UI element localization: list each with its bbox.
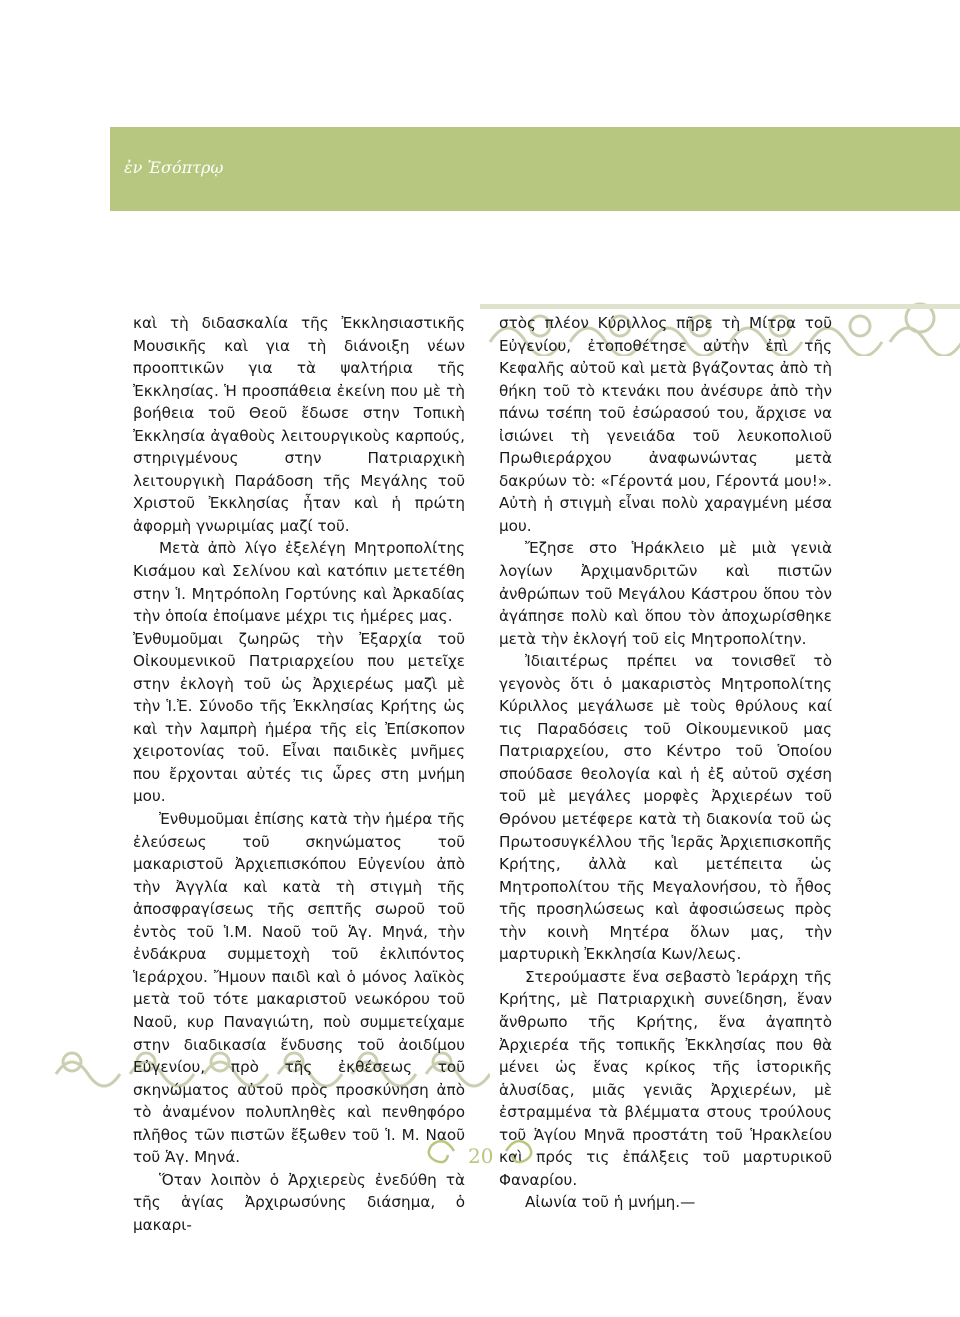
paragraph: Μετὰ ἀπὸ λίγο ἐξελέγη Μητροπολίτης Κισάμου καὶ Σελίνου καὶ κατόπιν μετετέθη στην Ἱ. Μητρόπολη Γορτύνης καὶ Ἀρκαδίας τὴν ὁποία ἐποίμανε μέχρι τις ἡμέρες μας. [133, 539, 465, 626]
paragraph: Ὅταν λοιπὸν ὁ Ἀρχιερεὺς ἐνεδύθη τὰ τῆς ἁγίας Ἀρχιρωσύνης διάσημα, ὁ μακαρι- [133, 1170, 465, 1234]
paragraph: Ἐνθυμοῦμαι ἐπίσης κατὰ τὴν ἡμέρα τῆς ἐλεύσεως τοῦ σκηνώματος τοῦ μακαριστοῦ Ἀρχιεπισκόπου Εὐγενίου ἀπὸ τὴν Ἀγγλία καὶ κατὰ τὴ στιγμὴ τῆς ἀποσφραγίσεως τῆς σεπτῆς σωροῦ τοῦ ἐντὸς τοῦ Ἱ.Μ. Ναοῦ τοῦ Ἁγ. Μηνά, τὴν ἐνδάκρυα συμμετοχὴ τοῦ ἐκλιπόντος Ἱεράρχου. Ἤμουν παιδὶ καὶ ὁ μόνος λαϊκὸς μετὰ τοῦ τότε μακαριστοῦ νεωκόρου τοῦ Ναοῦ, κυρ Παναγιώτη, ποὺ συμμετείχαμε στην διαδικασία ἔνδυσης τοῦ ἀοιδίμου Εὐγενίου, πρὸ τῆς ἐκθέσεως τοῦ σκηνώματος αὐτοῦ πρὸς προσκύνηση ἀπὸ τὸ ἀναμένον πολυπληθὲς καὶ πενθηφόρο πλῆθος τῶν πιστῶν ἔξωθεν τοῦ Ἱ. Μ. Ναοῦ τοῦ Ἁγ. Μηνά. [133, 810, 465, 1167]
paragraph: καὶ τὴ διδασκαλία τῆς Ἐκκλησιαστικῆς Μουσικῆς καὶ για τὴ διάνοιξη νέων προοπτικῶν για τὰ ψαλτήρια τῆς Ἐκκλησίας. Ἡ προσπάθεια ἐκείνη που μὲ τὴ βοήθεια τοῦ Θεοῦ ἔδωσε στην Τοπικὴ Ἐκκλησία ἀγαθοὺς λειτουργικοὺς καρπούς, στηριγμένους στην Πατριαρχικὴ λειτουργικὴ Παράδοση τῆς Μεγάλης τοῦ Χριστοῦ Ἐκκλησίας ἦταν καὶ ἡ πρώτη ἀφορμὴ γνωριμίας μαζί τοῦ. [133, 314, 465, 535]
paragraph: Ἰδιαιτέρως πρέπει να τονισθεῖ τὸ γεγονὸς ὅτι ὁ μακαριστὸς Μητροπολίτης Κύριλλος μεγάλωσε μὲ τοὺς θρύλους καί τις Παραδόσεις τοῦ Οἰκουμενικοῦ μας Πατριαρχείου, στο Κέντρο τοῦ Ὁποίου σπούδασε θεολογία καὶ ἡ ἐξ αὐτοῦ σχέση τοῦ μὲ μεγάλες μορφὲς Ἀρχιερέων τοῦ Θρόνου μετέφερε κατὰ τὴ διακονία τοῦ ὡς Πρωτοσυγκέλλου τῆς Ἱερᾶς Ἀρχιεπισκοπῆς Κρήτης, ἀλλὰ καὶ μετέπειτα ὡς Μητροπολίτου τῆς Μεγαλονήσου, τὸ ἦθος τῆς προσηλώσεως καὶ ἀφοσιώσεως πρὸς τὴν κοινὴ Μητέρα ὅλων μας, τὴν μαρτυρικὴ Ἐκκλησία Κων/λεως. [499, 652, 832, 964]
paragraph: Ἐνθυμοῦμαι ζωηρῶς τὴν Ἐξαρχία τοῦ Οἰκουμενικοῦ Πατριαρχείου που μετεῖχε στην ἐκλογὴ τοῦ ὡς Ἀρχιερέως μαζὶ μὲ τὴν Ἱ.Ἐ. Σύνοδο τῆς Ἐκκλησίας Κρήτης ὡς καὶ τὴν λαμπρὴ ἡμέρα τῆς εἰς Ἐπίσκοπον χειροτονίας τοῦ. Εἶναι παιδικὲς μνῆμες που ἔρχονται αὐτές τις ὧρες στη μνήμη μου. [133, 629, 465, 806]
right-text-column [499, 312, 832, 1214]
left-text-column [133, 312, 465, 1236]
paragraph: Ἔζησε στο Ἡράκλειο μὲ μιὰ γενιὰ λογίων Ἀρχιμανδριτῶν καὶ πιστῶν ἀνθρώπων τοῦ Μεγάλου Κάστρου ὅπου τὸν ἀγάπησε πολὺ καὶ ὅπου τὸν ἀποχωρίσθηκε μετὰ τὴν ἐκλογή τοῦ εἰς Μητροπολίτην. [499, 539, 832, 648]
page-header-title: ἐν Ἐσόπτρῳ [124, 158, 224, 177]
header-band [110, 127, 960, 211]
paragraph: στὸς πλέον Κύριλλος πῆρε τὴ Μίτρα τοῦ Εὐγενίου, ἐτοποθέτησε αὐτὴν ἐπὶ τῆς Κεφαλῆς αὐτοῦ καὶ μετὰ βγάζοντας ἀπὸ τὴ θήκη τοῦ τὸ κτενάκι που ἀνέσυρε ἀπὸ τὴν πάνω τσέπη τοῦ ἐσώρασού του, ἄρχισε να ἰσιώνει τὴ γενειάδα τοῦ λευκοπολιοῦ Πρωθιεράρχου ἀναφωνώντας μετὰ δακρύων τὸ: «Γέροντά μου, Γέροντά μου!». Αὐτὴ ἡ στιγμὴ εἶναι πολὺ χαραγμένη μέσα μου. [499, 314, 832, 535]
page-number: 20 [468, 1144, 494, 1168]
paragraph: Στερούμαστε ἕνα σεβαστὸ Ἱεράρχη τῆς Κρήτης, μὲ Πατριαρχικὴ συνείδηση, ἕναν ἄνθρωπο τῆς Κρήτης, ἕνα ἀγαπητὸ Ἀρχιερέα τῆς τοπικῆς Ἐκκλησίας που θὰ μένει ὡς ἕνας κρίκος τῆς ἱστορικῆς ἁλυσίδας, μιᾶς γενιᾶς Ἀρχιερέων, μὲ ἐστραμμένα τὰ βλέμματα στους τρούλους τοῦ Ἁγίου Μηνᾶ προστάτη τοῦ Ἡρακλείου καὶ πρός τις ἐπάλξεις τοῦ μαρτυρικοῦ Φαναρίου. [499, 967, 832, 1189]
paragraph: Αἰωνία τοῦ ἡ μνήμη.— [525, 1193, 696, 1212]
